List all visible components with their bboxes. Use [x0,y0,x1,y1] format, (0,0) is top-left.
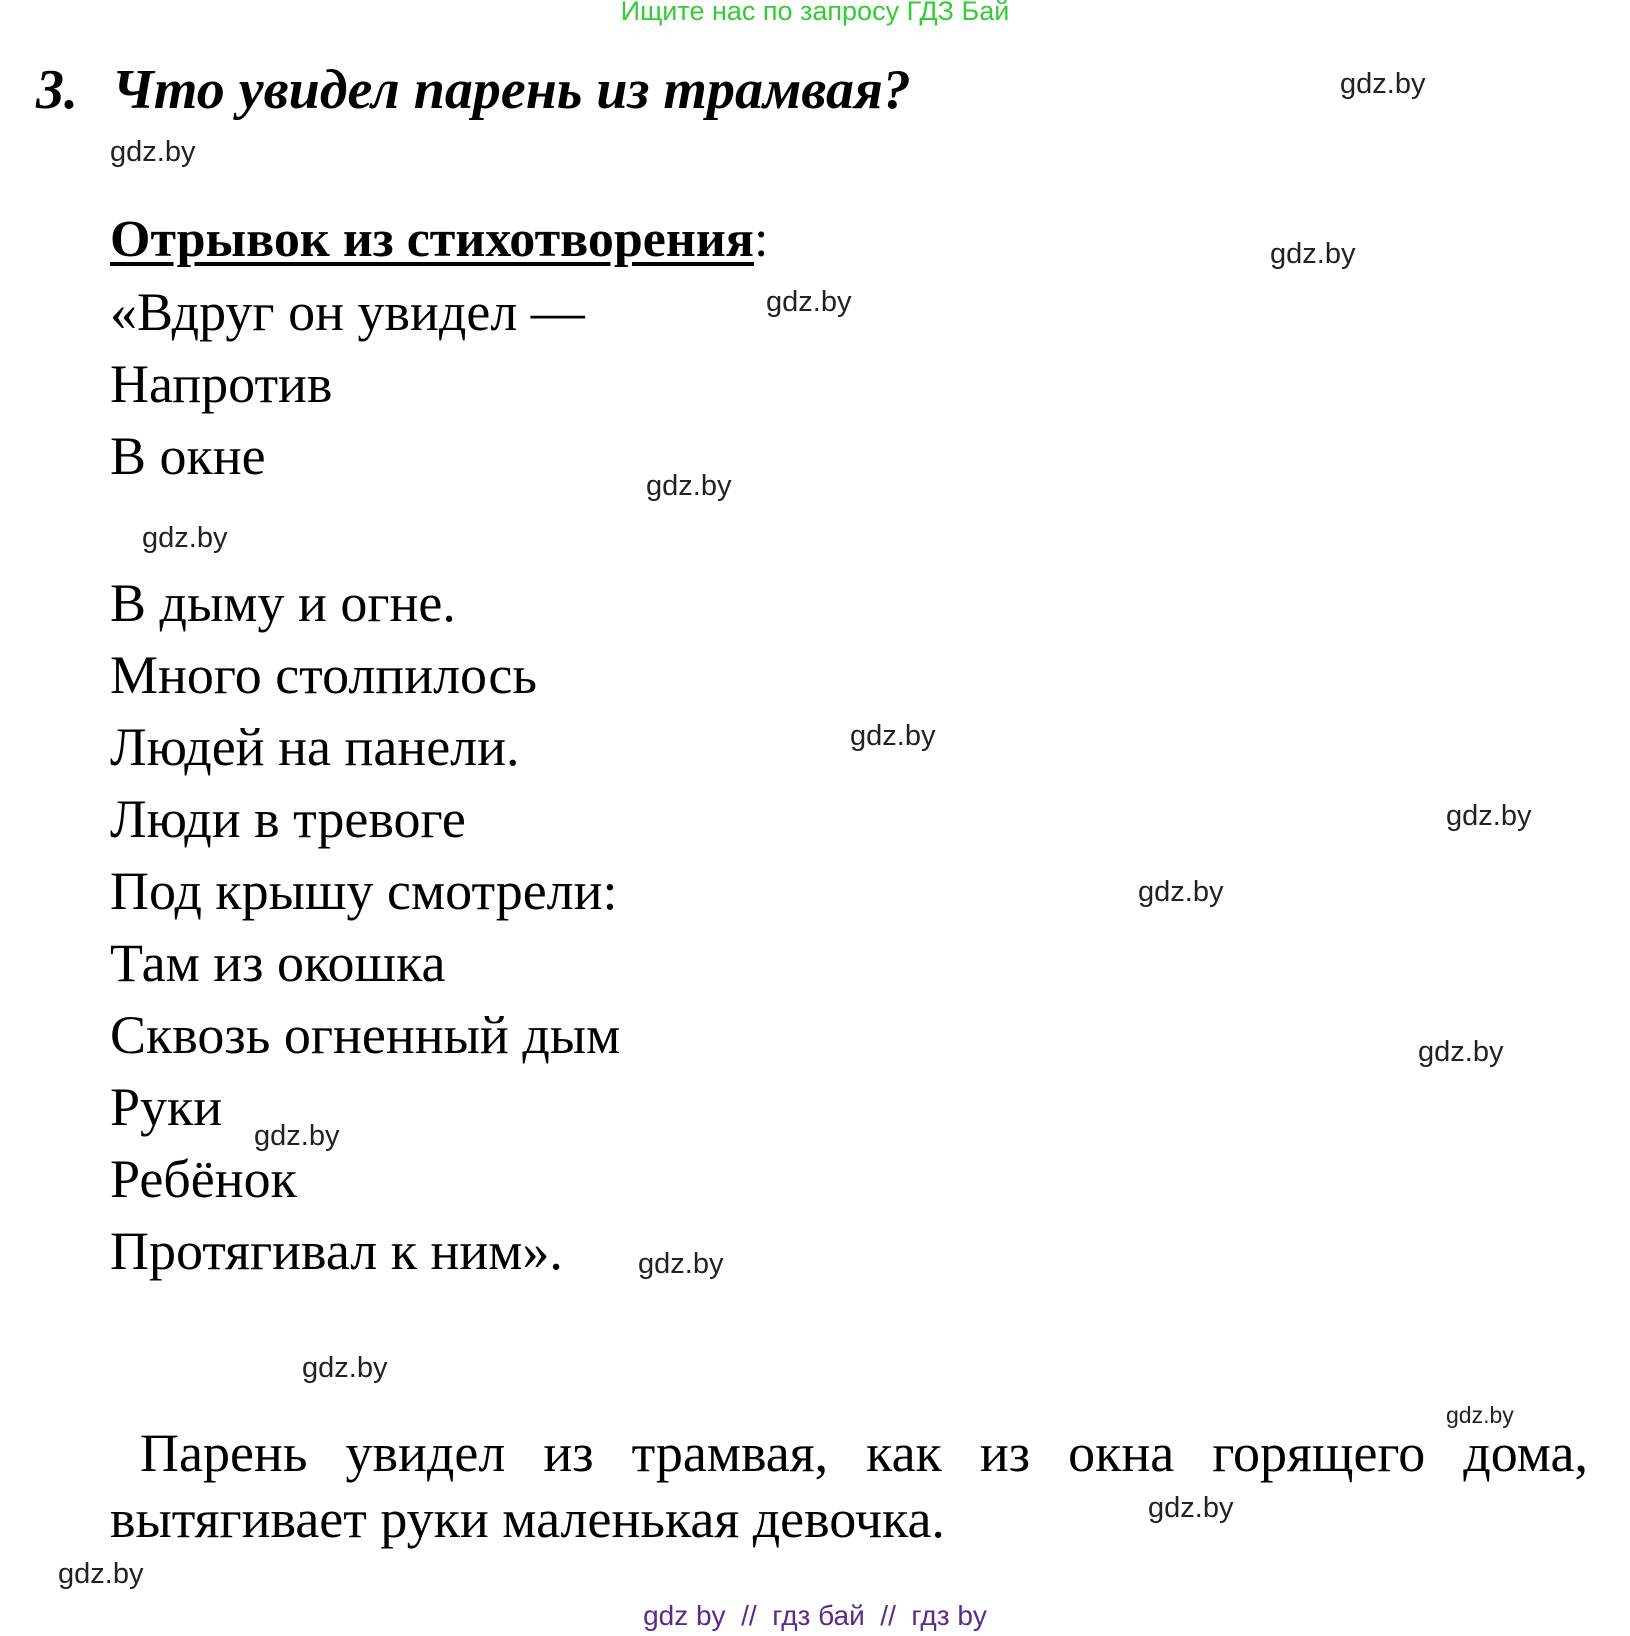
watermark: gdz.by [850,720,936,752]
poem-line: Под крышу смотрели: [110,861,618,921]
watermark: gdz.by [1148,1492,1234,1524]
poem-line: Много столпилось [110,645,537,705]
footer-links: gdz by // гдз бай // гдз by [643,1600,987,1631]
poem-line: Люди в тревоге [110,789,466,849]
poem-excerpt-colon: : [753,211,769,268]
watermark: gdz.by [1418,1036,1504,1068]
poem-line: В дыму и огне. [110,573,456,633]
question-heading [36,58,911,122]
question-text: Что увидел парень из трамвая? [112,59,911,121]
poem-line: Там из окошка [110,933,446,993]
poem-line: Людей на панели. [110,717,520,777]
poem-line: Напротив [110,354,333,414]
watermark: gdz.by [302,1352,388,1384]
search-banner: Ищите нас по запросу ГДЗ Бай [620,0,1010,26]
poem-line: Протягивал к ним». [110,1221,563,1281]
watermark: gdz.by [646,470,732,502]
watermark: gdz.by [1270,238,1356,270]
watermark: gdz.by [1446,800,1532,832]
watermark: gdz.by [58,1558,144,1590]
watermark: gdz.by [1446,1402,1514,1428]
watermark: gdz.by [110,136,196,168]
poem-line: Руки [110,1077,223,1137]
watermark: gdz.by [254,1120,340,1152]
poem-excerpt-heading [110,210,768,269]
watermark: gdz.by [142,522,228,554]
poem-line: Ребёнок [110,1149,297,1209]
poem-line: Сквозь огненный дым [110,1005,621,1065]
answer-paragraph: Парень увидел из трамвая, как из окна горящего дома, вытягивает руки маленькая девочка. [110,1423,1588,1549]
poem-excerpt-title: Отрывок из стихотворения [110,211,754,268]
watermark: gdz.by [766,286,852,318]
poem-line: В окне [110,426,266,486]
watermark: gdz.by [1340,68,1426,100]
question-number: 3. [36,59,78,121]
poem-line: «Вдруг он увидел — [110,282,585,342]
watermark: gdz.by [1138,876,1224,908]
watermark: gdz.by [638,1248,724,1280]
